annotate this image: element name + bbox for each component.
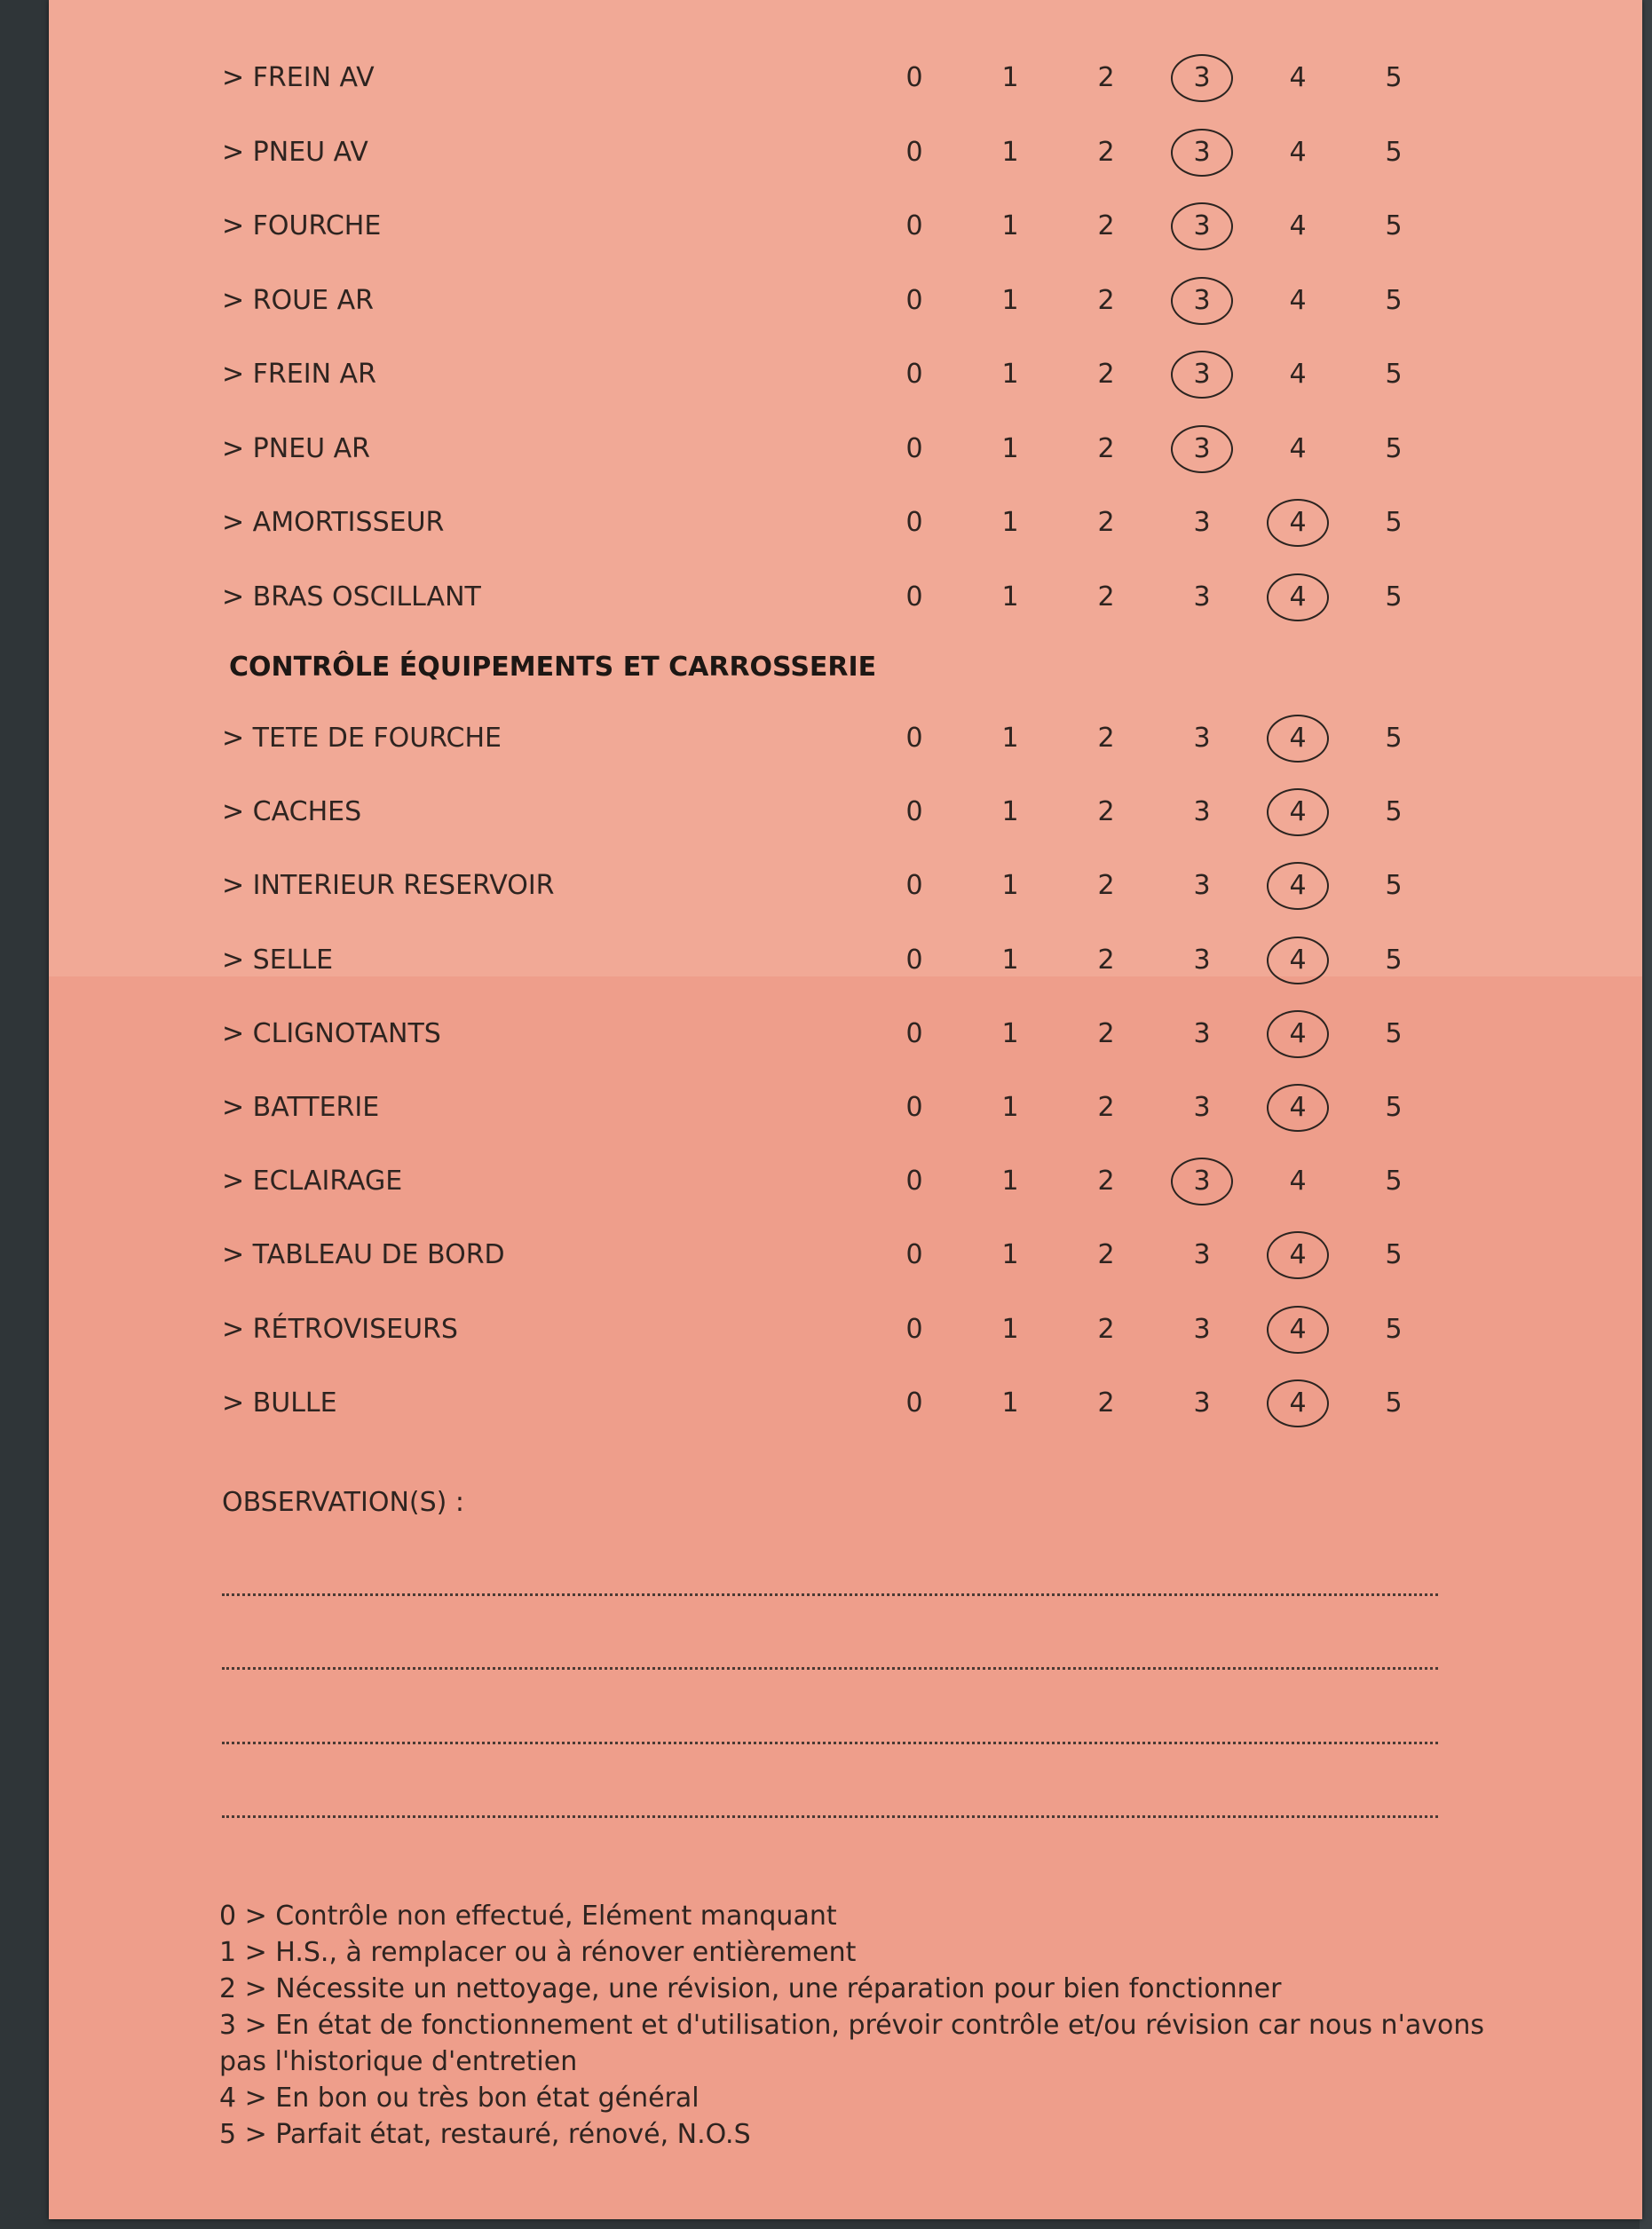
checklist-item-label: > BULLE [222,1387,337,1419]
score-option[interactable]: 1 [1001,1239,1019,1271]
score-option[interactable]: 0 [905,1017,923,1049]
score-option[interactable]: 5 [1385,1239,1403,1271]
checklist-row [49,571,1642,624]
observation-line[interactable] [222,1742,1438,1744]
score-option[interactable]: 1 [1001,1092,1019,1123]
score-option[interactable]: 0 [905,581,923,613]
score-option[interactable]: 3 [1193,1092,1211,1123]
score-option[interactable]: 3 [1193,1313,1211,1345]
checklist-row [49,51,1642,105]
score-option[interactable]: 2 [1097,1166,1115,1197]
checklist-item-label: > AMORTISSEUR [222,507,445,538]
checklist-item-label: > CACHES [222,796,362,828]
score-option-circled[interactable]: 4 [1258,1008,1338,1061]
observation-line[interactable] [222,1815,1438,1818]
score-option[interactable]: 0 [905,507,923,538]
checklist-item-label: > RÉTROVISEURS [222,1313,458,1345]
checklist-row [49,1377,1642,1430]
checklist-item-label: > PNEU AV [222,136,368,168]
score-option[interactable]: 1 [1001,870,1019,902]
score-option[interactable]: 5 [1385,432,1403,464]
checklist-row [49,859,1642,913]
checklist-item-label: > FREIN AV [222,62,375,93]
score-option[interactable]: 3 [1193,1239,1211,1271]
score-option[interactable]: 2 [1097,210,1115,241]
legend-item: 3 > En état de fonctionnement et d'utilisation, prévoir contrôle et/ou révision car nous n'avons pas l'historique d'entretien [219,2010,1484,2077]
checklist-item-label: > CLIGNOTANTS [222,1017,441,1049]
checklist-item-label: > SELLE [222,944,334,976]
score-option[interactable]: 0 [905,1092,923,1123]
score-option[interactable]: 2 [1097,1239,1115,1271]
score-option[interactable]: 3 [1193,796,1211,828]
score-legend [219,1898,1498,2153]
score-option[interactable]: 2 [1097,1387,1115,1419]
score-option[interactable]: 1 [1001,1166,1019,1197]
score-option[interactable]: 5 [1385,1313,1403,1345]
checklist-row [49,274,1642,328]
score-option[interactable]: 5 [1385,507,1403,538]
section-heading: CONTRÔLE ÉQUIPEMENTS ET CARROSSERIE [229,652,877,683]
score-option[interactable]: 2 [1097,62,1115,93]
score-option-circled[interactable]: 4 [1258,571,1338,624]
score-option-circled[interactable]: 3 [1162,51,1242,105]
score-option[interactable]: 5 [1385,944,1403,976]
score-option-circled[interactable]: 3 [1162,200,1242,253]
score-option[interactable]: 4 [1289,62,1307,93]
score-option[interactable]: 1 [1001,432,1019,464]
score-option[interactable]: 2 [1097,284,1115,316]
score-option[interactable]: 5 [1385,1387,1403,1419]
checklist-row [49,1155,1642,1208]
score-option[interactable]: 5 [1385,870,1403,902]
score-option[interactable]: 5 [1385,359,1403,390]
checklist-item-label: > INTERIEUR RESERVOIR [222,870,555,902]
score-option[interactable]: 1 [1001,944,1019,976]
checklist-item-label: > TETE DE FOURCHE [222,723,502,754]
score-option[interactable]: 2 [1097,1313,1115,1345]
score-option[interactable]: 2 [1097,359,1115,390]
score-option[interactable]: 4 [1289,432,1307,464]
score-option[interactable]: 3 [1193,1387,1211,1419]
score-option[interactable]: 4 [1289,210,1307,241]
score-option-circled[interactable]: 4 [1258,712,1338,765]
score-option-circled[interactable]: 3 [1162,126,1242,179]
score-option-circled[interactable]: 3 [1162,1155,1242,1208]
score-option[interactable]: 3 [1193,507,1211,538]
score-option[interactable]: 3 [1193,870,1211,902]
legend-item: 0 > Contrôle non effectué, Elément manquant [219,1901,837,1932]
checklist-row [49,496,1642,549]
score-option[interactable]: 1 [1001,136,1019,168]
checklist-item-label: > FOURCHE [222,210,382,241]
score-option[interactable]: 0 [905,1387,923,1419]
legend-item: 4 > En bon ou très bon état général [219,2083,700,2114]
score-option[interactable]: 1 [1001,581,1019,613]
score-option-circled[interactable]: 4 [1258,1081,1338,1134]
score-option[interactable]: 0 [905,210,923,241]
score-option[interactable]: 2 [1097,507,1115,538]
score-option[interactable]: 0 [905,62,923,93]
score-option[interactable]: 1 [1001,507,1019,538]
checklist-item-label: > PNEU AR [222,432,371,464]
score-option[interactable]: 2 [1097,944,1115,976]
score-option[interactable]: 1 [1001,1017,1019,1049]
checklist-item-label: > ROUE AR [222,284,374,316]
score-option[interactable]: 1 [1001,210,1019,241]
score-option[interactable]: 5 [1385,1166,1403,1197]
score-option[interactable]: 5 [1385,62,1403,93]
score-option[interactable]: 0 [905,284,923,316]
score-option[interactable]: 3 [1193,723,1211,754]
score-option-circled[interactable]: 4 [1258,1377,1338,1430]
score-option[interactable]: 1 [1001,62,1019,93]
checklist-row [49,712,1642,765]
score-option[interactable]: 2 [1097,432,1115,464]
score-option-circled[interactable]: 4 [1258,1303,1338,1356]
checklist-row [49,423,1642,476]
score-option-circled[interactable]: 4 [1258,1229,1338,1282]
score-option[interactable]: 5 [1385,136,1403,168]
score-option[interactable]: 2 [1097,1017,1115,1049]
checklist-item-label: > BRAS OSCILLANT [222,581,481,613]
checklist-row [49,126,1642,179]
score-option[interactable]: 5 [1385,581,1403,613]
score-option[interactable]: 0 [905,944,923,976]
score-option-circled[interactable]: 4 [1258,496,1338,549]
score-option[interactable]: 0 [905,870,923,902]
legend-item: 2 > Nécessite un nettoyage, une révision, une réparation pour bien fonctionner [219,1973,1282,2004]
checklist-item-label: > TABLEAU DE BORD [222,1239,505,1271]
score-option[interactable]: 0 [905,796,923,828]
score-option-circled[interactable]: 3 [1162,274,1242,328]
score-option[interactable]: 5 [1385,1092,1403,1123]
checklist-row [49,786,1642,839]
observations-label: OBSERVATION(S) : [222,1487,464,1518]
score-option[interactable]: 3 [1193,581,1211,613]
score-option[interactable]: 5 [1385,210,1403,241]
score-option-circled[interactable]: 4 [1258,934,1338,987]
legend-item: 5 > Parfait état, restauré, rénové, N.O.S [219,2119,751,2150]
score-option[interactable]: 1 [1001,1313,1019,1345]
checklist-item-label: > FREIN AR [222,359,376,390]
checklist-row [49,1303,1642,1356]
score-option[interactable]: 0 [905,136,923,168]
score-option[interactable]: 1 [1001,284,1019,316]
score-option[interactable]: 0 [905,359,923,390]
score-option[interactable]: 5 [1385,1017,1403,1049]
score-option[interactable]: 0 [905,432,923,464]
score-option[interactable]: 4 [1289,136,1307,168]
checklist-row [49,934,1642,987]
checklist-row [49,1229,1642,1282]
checklist-item-label: > BATTERIE [222,1092,380,1123]
score-option[interactable]: 2 [1097,136,1115,168]
checklist-row [49,1081,1642,1134]
score-option[interactable]: 2 [1097,581,1115,613]
score-option[interactable]: 4 [1289,359,1307,390]
score-option[interactable]: 1 [1001,359,1019,390]
score-option[interactable]: 1 [1001,1387,1019,1419]
checklist-row [49,348,1642,401]
observation-line[interactable] [222,1593,1438,1596]
score-option-circled[interactable]: 4 [1258,859,1338,913]
score-option[interactable]: 4 [1289,1166,1307,1197]
score-option[interactable]: 5 [1385,284,1403,316]
score-option[interactable]: 3 [1193,1017,1211,1049]
checklist-item-label: > ECLAIRAGE [222,1166,403,1197]
observation-line[interactable] [222,1667,1438,1670]
score-option-circled[interactable]: 4 [1258,786,1338,839]
score-option[interactable]: 0 [905,1239,923,1271]
score-option-circled[interactable]: 3 [1162,348,1242,401]
score-option[interactable]: 5 [1385,796,1403,828]
checklist-row [49,1008,1642,1061]
checklist-row [49,200,1642,253]
score-option[interactable]: 1 [1001,723,1019,754]
score-option[interactable]: 2 [1097,1092,1115,1123]
score-option-circled[interactable]: 3 [1162,423,1242,476]
score-option[interactable]: 2 [1097,870,1115,902]
legend-item: 1 > H.S., à remplacer ou à rénover entièrement [219,1937,857,1968]
score-option[interactable]: 2 [1097,723,1115,754]
score-option[interactable]: 0 [905,723,923,754]
score-option[interactable]: 5 [1385,723,1403,754]
score-option[interactable]: 2 [1097,796,1115,828]
score-option[interactable]: 0 [905,1166,923,1197]
inspection-sheet [49,0,1642,2219]
score-option[interactable]: 4 [1289,284,1307,316]
score-option[interactable]: 0 [905,1313,923,1345]
score-option[interactable]: 3 [1193,944,1211,976]
score-option[interactable]: 1 [1001,796,1019,828]
